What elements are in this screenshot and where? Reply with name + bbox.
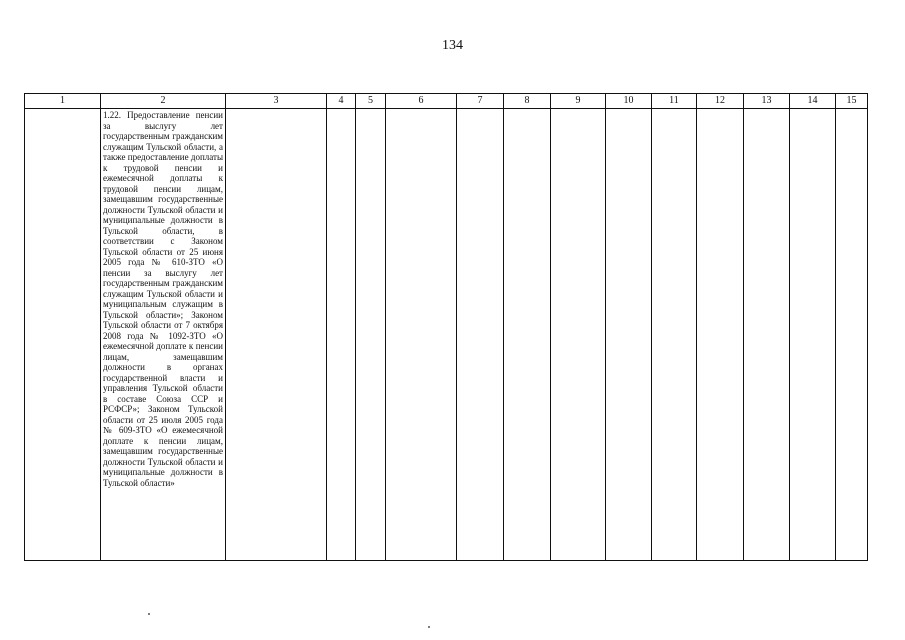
scan-speck [428, 626, 430, 628]
column-header-8: 8 [504, 94, 551, 109]
page-number: 134 [442, 38, 463, 53]
table-cell-col10 [606, 109, 652, 561]
table-cell-col12 [697, 109, 744, 561]
column-header-6: 6 [386, 94, 457, 109]
table-cell-col7 [457, 109, 504, 561]
column-header-3: 3 [226, 94, 327, 109]
column-header-10: 10 [606, 94, 652, 109]
table-cell-col1 [25, 109, 101, 561]
table-cell-col4 [327, 109, 356, 561]
column-header-11: 11 [652, 94, 697, 109]
column-header-7: 7 [457, 94, 504, 109]
table-cell-col5 [356, 109, 386, 561]
table-cell-col11 [652, 109, 697, 561]
column-header-5: 5 [356, 94, 386, 109]
data-table [24, 93, 868, 561]
scan-speck [148, 613, 150, 615]
table-cell-description: 1.22. Предоставление пенсии за выслугу лет государственным гражданским служащим Тульской области, а также предоставление доплаты к трудовой пенсии и ежемесячной доплаты к трудовой пенсии лицам, замещавшим государственные должности Тульской области и муниципальные должности в Тульской области, в соответствии с Законом Тульской области от 25 июня 2005 года № 610-ЗТО «О пенсии за выслугу лет государственным гражданским служащим Тульской области и муниципальным служащим в Тульской области»; Законом Тульской области от 7 октября 2008 года № 1092-ЗТО «О ежемесячной доплате к пенсии лицам, замещавшим должности в органах государственной власти и управления Тульской области в составе Союза ССР и РСФСР»; Законом Тульской области от 25 июля 2005 года № 609-ЗТО «О ежемесячной доплате к пенсии лицам, замещавшим государственные должности Тульской области и муниципальные должности в Тульской области» [101, 109, 226, 561]
table-cell-col3 [226, 109, 327, 561]
table-cell-col6 [386, 109, 457, 561]
column-header-9: 9 [551, 94, 606, 109]
column-header-15: 15 [836, 94, 868, 109]
column-header-1: 1 [25, 94, 101, 109]
table-cell-col15 [836, 109, 868, 561]
column-header-12: 12 [697, 94, 744, 109]
table-header-row [25, 94, 868, 109]
table-cell-col9 [551, 109, 606, 561]
table-row [25, 109, 868, 561]
column-header-2: 2 [101, 94, 226, 109]
column-header-14: 14 [790, 94, 836, 109]
table-cell-col8 [504, 109, 551, 561]
table-cell-col13 [744, 109, 790, 561]
column-header-4: 4 [327, 94, 356, 109]
table-cell-col14 [790, 109, 836, 561]
column-header-13: 13 [744, 94, 790, 109]
